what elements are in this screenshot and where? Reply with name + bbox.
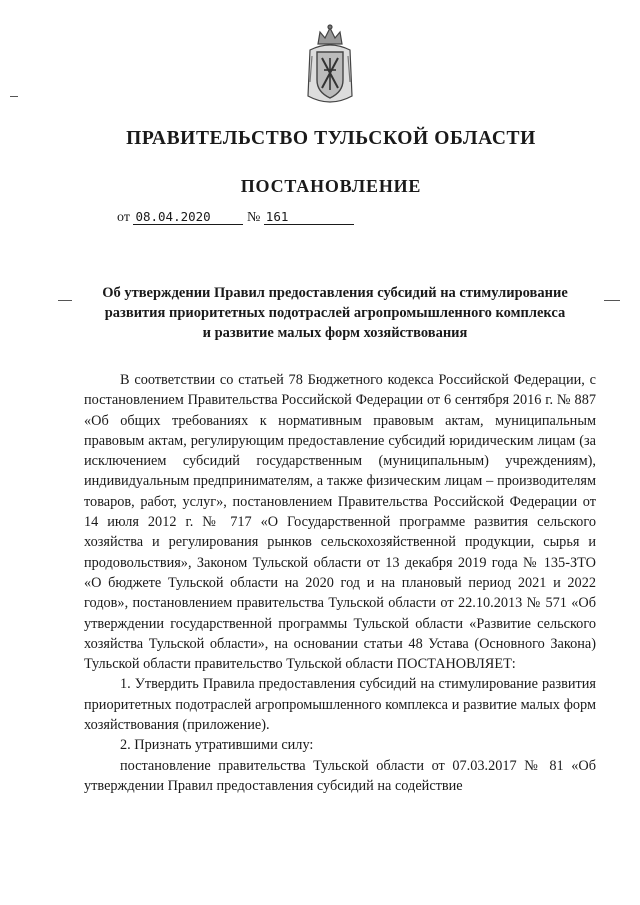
scan-mark [58, 300, 72, 301]
coat-of-arms-emblem [304, 22, 356, 108]
document-date: 08.04.2020 [133, 209, 243, 225]
document-body [84, 370, 596, 796]
body-paragraph: 1. Утвердить Правила предоставления субсидий на стимулирование развития приоритетных подотраслей агропромышленного комплекса и развитие малых форм хозяйствования (приложение). [84, 676, 596, 734]
body-paragraph: постановление правительства Тульской области от 07.03.2017 № 81 «Об утверждении Правил предоставления субсидий на содействие [84, 757, 596, 794]
government-title: ПРАВИТЕЛЬСТВО ТУЛЬСКОЙ ОБЛАСТИ [126, 128, 536, 149]
document-number: 161 [264, 209, 354, 225]
scan-mark [604, 300, 620, 301]
date-number-line [117, 209, 354, 226]
body-paragraph: В соответствии со статьей 78 Бюджетного кодекса Российской Федерации, с постановлением Правительства Российской Федерации от 6 сентября 2016 г. № 887 «Об общих требованиях к нормативным правовым актам, муниципальным правовым актам, регулирующим предоставление субсидий юридическим лицам (за исключением субсидий государственным (муниципальным) учреждениям), индивидуальным предпринимателям, а также физическим лицам – производителям товаров, работ, услуг», постановлением Правительства Российской Федерации от 14 июля 2012 г. № 717 «О Государственной программе развития сельского хозяйства и регулирования рынков сельскохозяйственной продукции, сырья и продовольствия», Законом Тульской области от 13 декабря 2019 года № 135-ЗТО «О бюджете Тульской области на 2020 год и на плановый период 2021 и 2022 годов», постановлением правительства Тульской области от 22.10.2013 № 571 «Об утверждении государственной программы Тульской области «Развитие сельского хозяйства Тульской области», на основании статьи 48 Устава (Основного Закона) Тульской области правительство Тульской области ПОСТАНОВЛЯЕТ: [84, 372, 596, 673]
subject-line: и развитие малых форм хозяйствования [202, 325, 468, 341]
body-paragraph: 2. Признать утратившими силу: [120, 737, 314, 754]
document-type: ПОСТАНОВЛЕНИЕ [240, 176, 422, 196]
document-subject [70, 283, 600, 343]
subject-line: Об утверждении Правил предоставления субсидий на стимулирование [102, 285, 568, 301]
scan-mark [10, 96, 18, 97]
subject-line: развития приоритетных подотраслей агропромышленного комплекса [104, 305, 566, 321]
date-prefix: от [117, 210, 130, 225]
number-prefix: № [246, 210, 261, 225]
